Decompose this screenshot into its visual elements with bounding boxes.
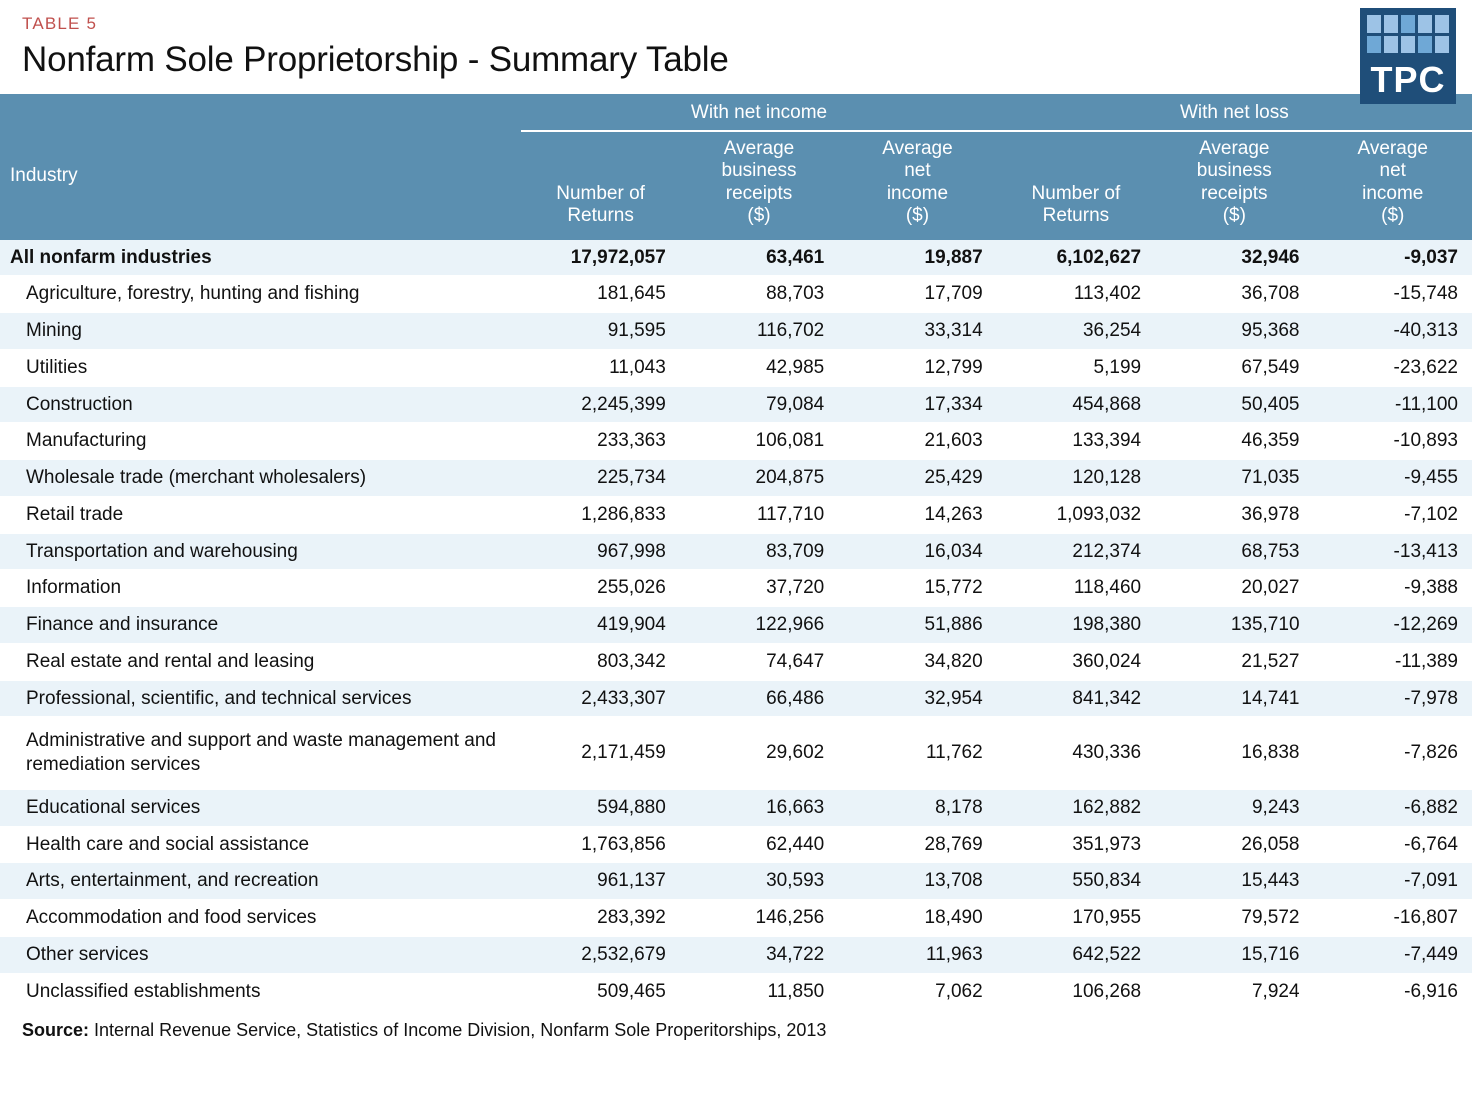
cell-value: 1,763,856 [521,826,679,863]
table-row [0,313,1472,350]
column-header-ni-returns [521,131,679,240]
cell-value: -7,102 [1314,496,1472,533]
cell-value: 2,171,459 [521,717,679,790]
cell-value: 16,663 [680,789,838,826]
cell-industry: Transportation and warehousing [0,533,521,570]
cell-value: 71,035 [1155,460,1313,497]
cell-value: 12,799 [838,349,996,386]
cell-value: 509,465 [521,973,679,1010]
cell-value: -7,978 [1314,680,1472,717]
cell-value: 16,034 [838,533,996,570]
cell-value: -15,748 [1314,276,1472,313]
cell-value: 14,741 [1155,680,1313,717]
column-header-line: Number of [1031,182,1121,204]
cell-value: -7,826 [1314,717,1472,790]
cell-value: 9,243 [1155,789,1313,826]
cell-value: 7,062 [838,973,996,1010]
cell-value: 11,850 [680,973,838,1010]
cell-value: -11,389 [1314,643,1472,680]
cell-value: 74,647 [680,643,838,680]
column-header-ni-receipts [680,131,838,240]
cell-value: 26,058 [1155,826,1313,863]
column-header-nl-returns [997,131,1155,240]
cell-value: 170,955 [997,900,1155,937]
cell-value: 83,709 [680,533,838,570]
column-header-nl-income [1314,131,1472,240]
cell-value: 255,026 [521,570,679,607]
column-header-line: Returns [567,205,634,227]
cell-value: 7,924 [1155,973,1313,1010]
column-header-line: Average [723,138,795,159]
cell-value: 16,838 [1155,717,1313,790]
cell-value: 8,178 [838,789,996,826]
cell-value: 118,460 [997,570,1155,607]
table-row [0,496,1472,533]
source-text: Internal Revenue Service, Statistics of Income Division, Nonfarm Sole Properitorships, 2013 [94,1020,827,1041]
cell-value: 11,762 [838,717,996,790]
cell-value: -9,388 [1314,570,1472,607]
cell-industry: Mining [0,313,521,350]
cell-value: 120,128 [997,460,1155,497]
column-header-line: income [886,182,949,204]
cell-value: 803,342 [521,643,679,680]
cell-value: 32,954 [838,680,996,717]
table-row [0,717,1472,790]
source-label: Source: [22,1020,90,1041]
cell-value: 36,708 [1155,276,1313,313]
column-header-line: Number of [556,182,645,204]
cell-value: -7,449 [1314,936,1472,973]
cell-value: -9,455 [1314,460,1472,497]
cell-value: 37,720 [680,570,838,607]
cell-value: 21,527 [1155,643,1313,680]
source-note [22,1020,1472,1041]
cell-value: 961,137 [521,863,679,900]
cell-value: 30,593 [680,863,838,900]
cell-value: -13,413 [1314,533,1472,570]
cell-industry: Wholesale trade (merchant wholesalers) [0,460,521,497]
cell-value: 36,254 [997,313,1155,350]
table-group-header-row [0,94,1472,131]
cell-value: 50,405 [1155,386,1313,423]
cell-value: 550,834 [997,863,1155,900]
cell-value: 360,024 [997,643,1155,680]
column-header-ni-income [838,131,996,240]
cell-industry: Educational services [0,789,521,826]
cell-value: 2,245,399 [521,386,679,423]
table-row [0,460,1472,497]
cell-value: 11,963 [838,936,996,973]
cell-value: -10,893 [1314,423,1472,460]
table-row [0,423,1472,460]
table-row [0,973,1472,1010]
table-row [0,533,1472,570]
cell-value: -6,916 [1314,973,1472,1010]
table-row [0,607,1472,644]
cell-value: 20,027 [1155,570,1313,607]
column-header-line: Average [1357,138,1428,159]
cell-value: 28,769 [838,826,996,863]
table-row [0,826,1472,863]
cell-value: 106,268 [997,973,1155,1010]
table-row [0,349,1472,386]
cell-value: 67,549 [1155,349,1313,386]
cell-value: -23,622 [1314,349,1472,386]
cell-value: 181,645 [521,276,679,313]
cell-value: 430,336 [997,717,1155,790]
logo-grid-icon [1367,15,1449,53]
cell-value: 21,603 [838,423,996,460]
cell-value: 6,102,627 [997,240,1155,276]
column-header-line: business [1196,160,1272,182]
cell-value: 29,602 [680,717,838,790]
cell-value: 116,702 [680,313,838,350]
cell-value: 19,887 [838,240,996,276]
column-header-line: income [1362,182,1424,204]
table-column-header-row [0,131,1472,240]
cell-value: -40,313 [1314,313,1472,350]
column-header-nl-receipts [1155,131,1313,240]
cell-industry: Manufacturing [0,423,521,460]
cell-value: 17,334 [838,386,996,423]
cell-value: 63,461 [680,240,838,276]
cell-industry: Finance and insurance [0,607,521,644]
cell-value: 283,392 [521,900,679,937]
cell-value: 15,443 [1155,863,1313,900]
cell-value: 5,199 [997,349,1155,386]
cell-value: 212,374 [997,533,1155,570]
column-header-line: ($) [905,205,930,227]
table-row [0,900,1472,937]
cell-value: 95,368 [1155,313,1313,350]
cell-value: 14,263 [838,496,996,533]
column-header-line: net [904,160,931,182]
column-header-line: receipts [725,182,793,204]
cell-industry: Retail trade [0,496,521,533]
column-header-line: net [1379,160,1406,182]
cell-industry: Professional, scientific, and technical services [0,680,521,717]
cell-value: 46,359 [1155,423,1313,460]
cell-value: 419,904 [521,607,679,644]
column-header-line: receipts [1201,182,1268,204]
table-kicker: TABLE 5 [22,14,98,33]
cell-value: 11,043 [521,349,679,386]
column-header-line: business [721,160,797,182]
cell-value: 113,402 [997,276,1155,313]
cell-industry: Real estate and rental and leasing [0,643,521,680]
cell-value: 32,946 [1155,240,1313,276]
table-row [0,863,1472,900]
group-header-blank [0,94,521,131]
cell-value: -16,807 [1314,900,1472,937]
cell-value: 117,710 [680,496,838,533]
table-row [0,570,1472,607]
cell-value: 2,433,307 [521,680,679,717]
cell-industry: All nonfarm industries [0,240,521,276]
cell-value: -6,764 [1314,826,1472,863]
cell-value: -12,269 [1314,607,1472,644]
cell-industry: Other services [0,936,521,973]
cell-value: 91,595 [521,313,679,350]
cell-value: 88,703 [680,276,838,313]
cell-value: 106,081 [680,423,838,460]
cell-value: 1,286,833 [521,496,679,533]
group-header-net-income: With net income [521,94,996,131]
table-body [0,240,1472,1010]
cell-value: 34,722 [680,936,838,973]
column-header-line: Average [1199,138,1270,159]
cell-value: 13,708 [838,863,996,900]
cell-value: 17,709 [838,276,996,313]
cell-industry: Administrative and support and waste management and remediation services [0,717,521,790]
logo-text: TPC [1370,59,1446,100]
table-row [0,680,1472,717]
cell-value: 68,753 [1155,533,1313,570]
cell-value: 18,490 [838,900,996,937]
cell-industry: Arts, entertainment, and recreation [0,863,521,900]
cell-value: 225,734 [521,460,679,497]
cell-value: 42,985 [680,349,838,386]
column-header-line: ($) [1222,205,1246,227]
table-row [0,386,1472,423]
cell-value: 25,429 [838,460,996,497]
cell-value: -11,100 [1314,386,1472,423]
cell-value: 967,998 [521,533,679,570]
cell-value: 198,380 [997,607,1155,644]
cell-value: 594,880 [521,789,679,826]
cell-value: 79,084 [680,386,838,423]
table-row [0,240,1472,276]
table-row [0,643,1472,680]
tpc-logo [1360,8,1456,104]
cell-value: 17,972,057 [521,240,679,276]
table-row [0,276,1472,313]
cell-value: 51,886 [838,607,996,644]
cell-value: 841,342 [997,680,1155,717]
cell-value: 34,820 [838,643,996,680]
cell-value: 1,093,032 [997,496,1155,533]
cell-value: 33,314 [838,313,996,350]
cell-value: 162,882 [997,789,1155,826]
cell-industry: Health care and social assistance [0,826,521,863]
page-title: Nonfarm Sole Proprietorship - Summary Table [22,40,729,79]
cell-industry: Unclassified establishments [0,973,521,1010]
column-header-line: Returns [1042,205,1110,227]
cell-value: 351,973 [997,826,1155,863]
summary-table [0,94,1472,1010]
table-row [0,936,1472,973]
cell-industry: Accommodation and food services [0,900,521,937]
cell-industry: Utilities [0,349,521,386]
cell-industry: Construction [0,386,521,423]
cell-value: 36,978 [1155,496,1313,533]
cell-value: 135,710 [1155,607,1313,644]
group-header-net-loss: With net loss [997,94,1472,131]
cell-value: 204,875 [680,460,838,497]
document-header [0,0,1472,80]
cell-industry: Agriculture, forestry, hunting and fishing [0,276,521,313]
cell-value: -7,091 [1314,863,1472,900]
cell-value: -9,037 [1314,240,1472,276]
cell-value: 66,486 [680,680,838,717]
cell-industry: Information [0,570,521,607]
cell-value: 133,394 [997,423,1155,460]
cell-value: 79,572 [1155,900,1313,937]
cell-value: 62,440 [680,826,838,863]
cell-value: 146,256 [680,900,838,937]
column-header-industry: Industry [0,131,521,240]
cell-value: 15,772 [838,570,996,607]
cell-value: -6,882 [1314,789,1472,826]
cell-value: 642,522 [997,936,1155,973]
table-head [0,94,1472,240]
cell-value: 2,532,679 [521,936,679,973]
cell-value: 233,363 [521,423,679,460]
column-header-line: Average [882,138,953,159]
cell-value: 15,716 [1155,936,1313,973]
cell-value: 454,868 [997,386,1155,423]
cell-value: 122,966 [680,607,838,644]
column-header-line: ($) [747,205,771,227]
table-row [0,789,1472,826]
column-header-line: ($) [1381,205,1405,227]
